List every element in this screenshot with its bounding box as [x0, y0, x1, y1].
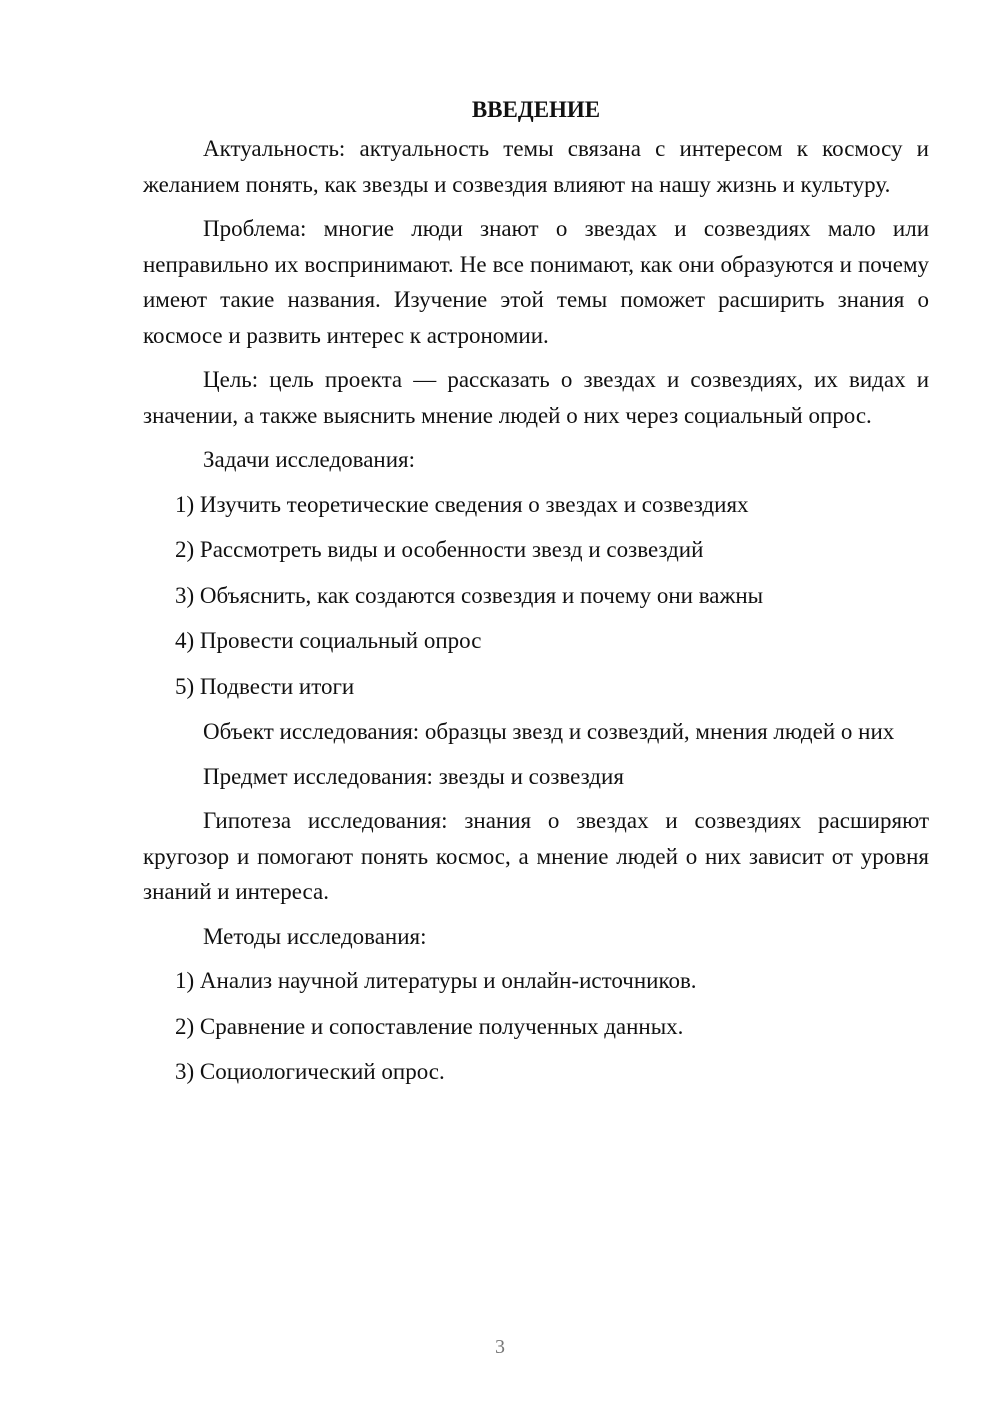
section-title: ВВЕДЕНИЕ: [471, 97, 601, 122]
subject-paragraph: Предмет исследования: звезды и созвездия: [203, 763, 624, 789]
page-number: 3: [495, 1336, 505, 1358]
task-item-5: 5) Подвести итоги: [175, 673, 355, 699]
task-item-3: 3) Объяснить, как создаются созвездия и почему они важны: [175, 582, 764, 608]
tasks-heading: Задачи исследования:: [203, 447, 416, 472]
goal-paragraph: Цель: цель проекта — рассказать о звездах и созвездиях, их видах и значении, а также выяснить мнение людей о них через социальный опрос.: [143, 367, 929, 428]
methods-heading: Методы исследования:: [203, 923, 427, 949]
hypothesis-paragraph: Гипотеза исследования: знания о звездах и созвездиях расширяют кругозор и помогают понять космос, а мнение людей о них зависит от уровня знаний и интереса.: [143, 808, 929, 904]
method-item-3: 3) Социологический опрос.: [175, 1059, 445, 1084]
task-item-1: 1) Изучить теоретические сведения о звездах и созвездиях: [175, 491, 749, 517]
method-item-1: 1) Анализ научной литературы и онлайн-источников.: [175, 968, 697, 993]
page-content: [143, 92, 929, 1100]
task-item-4: 4) Провести социальный опрос: [175, 628, 482, 653]
relevance-paragraph: Актуальность: актуальность темы связана с интересом к космосу и желанием понять, как звезды и созвездия влияют на нашу жизнь и культуру.: [143, 136, 929, 197]
tasks-list: [143, 487, 929, 705]
method-item-2: 2) Сравнение и сопоставление полученных данных.: [175, 1013, 684, 1039]
object-paragraph: Объект исследования: образцы звезд и созвездий, мнения людей о них: [203, 719, 895, 744]
task-item-2: 2) Рассмотреть виды и особенности звезд и созвездий: [175, 537, 704, 562]
problem-paragraph: Проблема: многие люди знают о звездах и созвездиях мало или неправильно их воспринимают. Не все понимают, как они образуются и почему имеют такие названия. Изучение этой темы поможет расширить знания о космосе и развить интерес к астрономии.: [143, 216, 929, 348]
methods-list: [143, 963, 929, 1090]
